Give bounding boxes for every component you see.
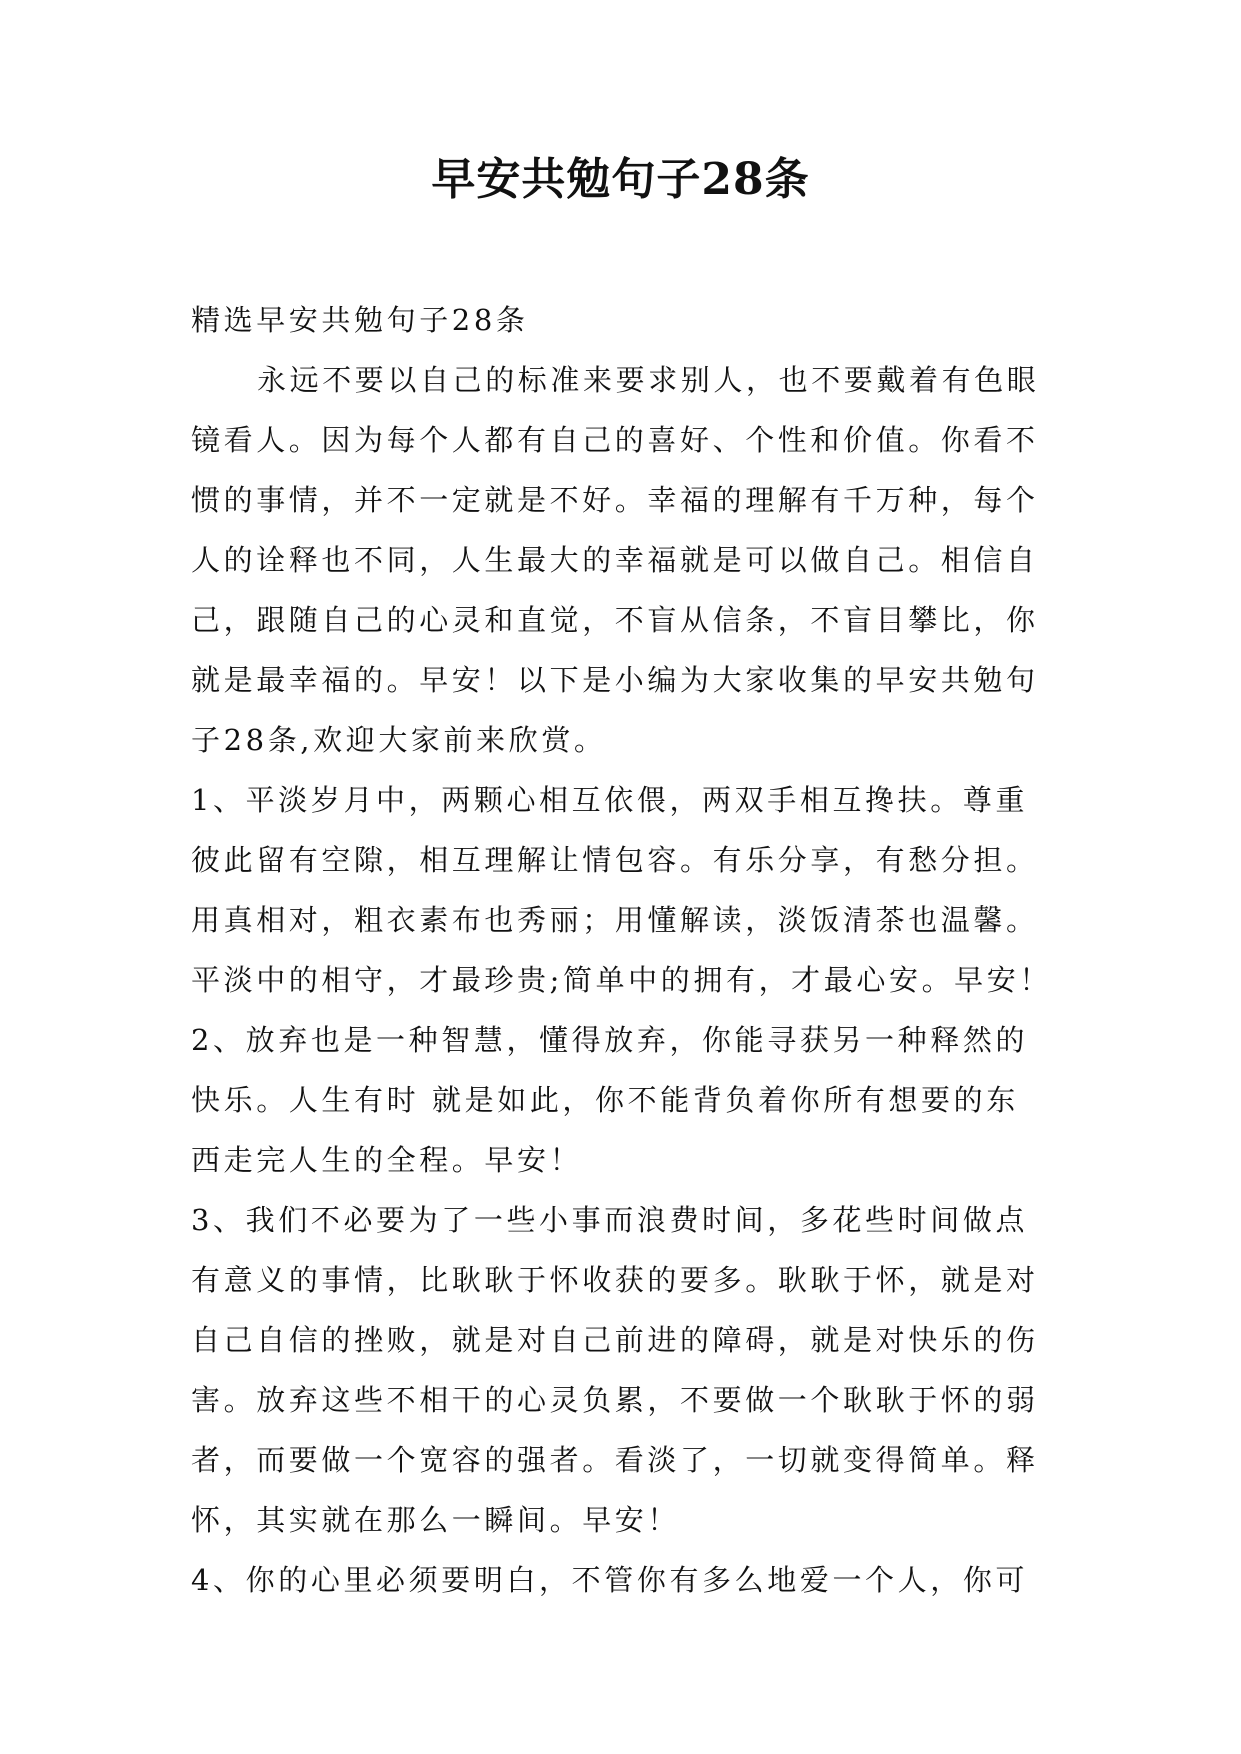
item-1-line: 用真相对，粗衣素布也秀丽；用懂解读，淡饭清茶也温馨。 [191, 903, 1039, 937]
item-4-line: 4、你的心里必须要明白，不管你有多么地爱一个人，你可 [191, 1563, 1029, 1597]
document-title: 早安共勉句子28条 [431, 154, 810, 205]
item-2-line: 西走完人生的全程。早安！ [191, 1143, 583, 1177]
intro-line: 子28条,欢迎大家前来欣赏。 [191, 723, 607, 757]
item-3-line: 有意义的事情，比耿耿于怀收获的要多。耿耿于怀，就是对 [191, 1263, 1039, 1297]
item-2-line: 2、放弃也是一种智慧，懂得放弃，你能寻获另一种释然的 [191, 1023, 1029, 1057]
document-body [191, 290, 1071, 1610]
subtitle-line: 精选早安共勉句子28条 [191, 303, 529, 337]
item-1-line: 1、平淡岁月中，两颗心相互依偎，两双手相互搀扶。尊重 [191, 783, 1029, 817]
intro-line: 惯的事情，并不一定就是不好。幸福的理解有千万种，每个 [191, 483, 1039, 517]
item-3-line: 自己自信的挫败，就是对自己前进的障碍，就是对快乐的伤 [191, 1323, 1039, 1357]
intro-line: 就是最幸福的。早安！以下是小编为大家收集的早安共勉句 [191, 663, 1039, 697]
intro-line: 镜看人。因为每个人都有自己的喜好、个性和价值。你看不 [191, 423, 1039, 457]
intro-line: 永远不要以自己的标准来要求别人，也不要戴着有色眼 [257, 363, 1040, 397]
item-3-line: 怀，其实就在那么一瞬间。早安！ [191, 1503, 681, 1537]
item-3-line: 者，而要做一个宽容的强者。看淡了，一切就变得简单。释 [191, 1443, 1039, 1477]
item-1-line: 彼此留有空隙，相互理解让情包容。有乐分享，有愁分担。 [191, 843, 1039, 877]
intro-line: 己，跟随自己的心灵和直觉，不盲从信条，不盲目攀比，你 [191, 603, 1039, 637]
item-2-line: 快乐。人生有时 就是如此，你不能背负着你所有想要的东 [191, 1083, 1019, 1117]
item-3-line: 害。放弃这些不相干的心灵负累，不要做一个耿耿于怀的弱 [191, 1383, 1039, 1417]
item-3-line: 3、我们不必要为了一些小事而浪费时间，多花些时间做点 [191, 1203, 1029, 1237]
intro-line: 人的诠释也不同，人生最大的幸福就是可以做自己。相信自 [191, 543, 1039, 577]
item-1-line: 平淡中的相守，才最珍贵;简单中的拥有，才最心安。早安！ [191, 963, 1052, 997]
